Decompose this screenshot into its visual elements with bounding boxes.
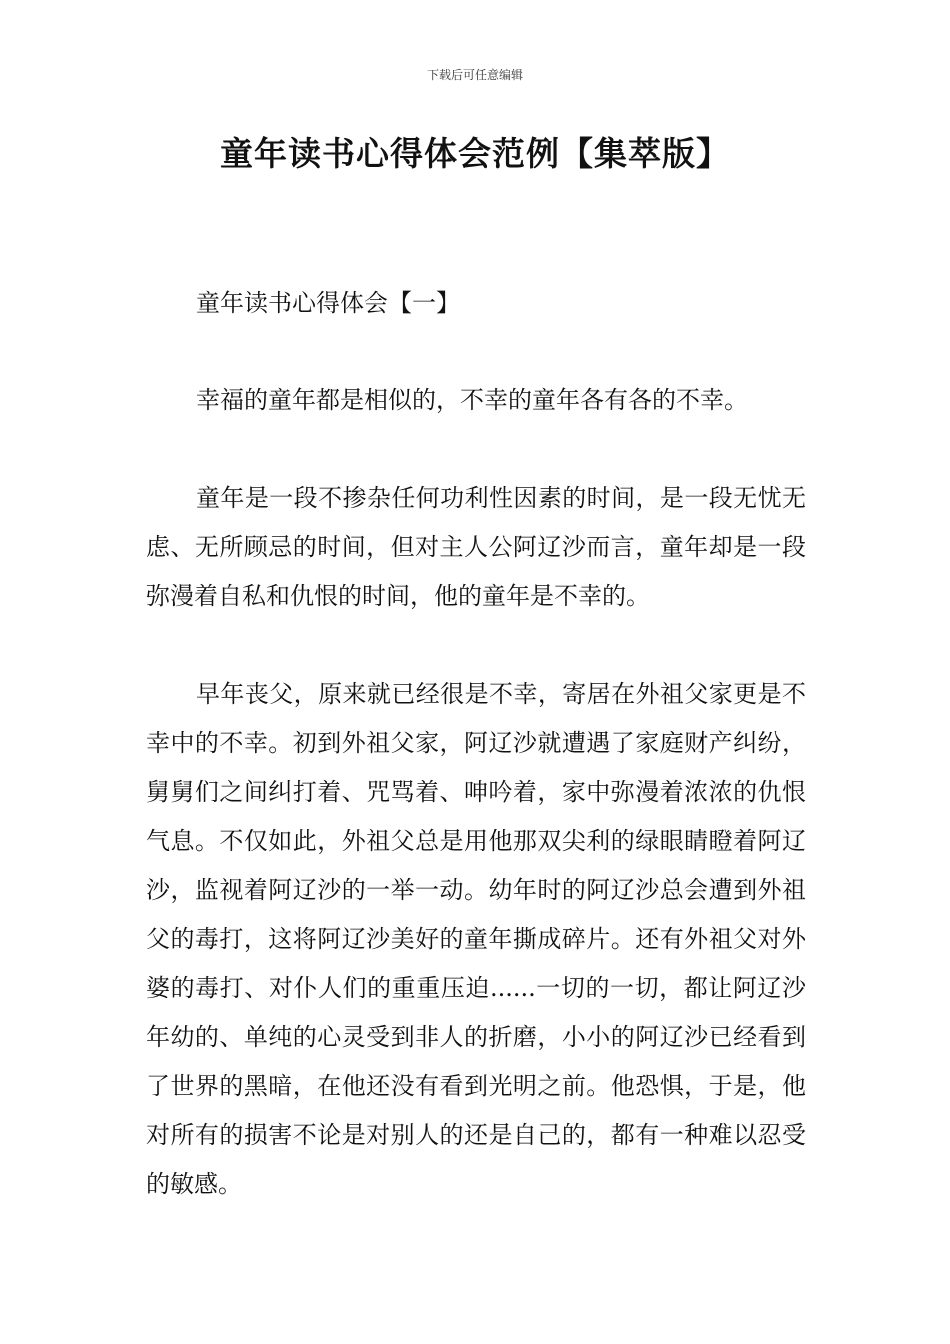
paragraph-2: 童年是一段不掺杂任何功利性因素的时间，是一段无忧无虑、无所顾忌的时间，但对主人公阿辽沙而言，童年却是一段弥漫着自私和仇恨的时间，他的童年是不幸的。 bbox=[146, 484, 806, 610]
paragraph-1: 幸福的童年都是相似的，不幸的童年各有各的不幸。 bbox=[196, 386, 748, 414]
document-title: 童年读书心得体会范例【集萃版】 bbox=[220, 134, 730, 173]
paragraph-3: 早年丧父，原来就已经很是不幸，寄居在外祖父家更是不幸中的不幸。初到外祖父家，阿辽沙就遭遇了家庭财产纠纷，舅舅们之间纠打着、咒骂着、呻吟着，家中弥漫着浓浓的仇恨气息。不仅如此，外祖父总是用他那双尖利的绿眼睛瞪着阿辽沙，监视着阿辽沙的一举一动。幼年时的阿辽沙总会遭到外祖父的毒打，这将阿辽沙美好的童年撕成碎片。还有外祖父对外婆的毒打、对仆人们的重重压迫......一切的一切，都让阿辽沙年幼的、单纯的心灵受到非人的折磨，小小的阿辽沙已经看到了世界的黑暗，在他还没有看到光明之前。他恐惧，于是，他对所有的损害不论是对别人的还是自己的，都有一种难以忍受的敏感。 bbox=[146, 680, 806, 1198]
section-heading: 童年读书心得体会【一】 bbox=[196, 289, 460, 317]
header-note: 下载后可任意编辑 bbox=[426, 68, 523, 82]
